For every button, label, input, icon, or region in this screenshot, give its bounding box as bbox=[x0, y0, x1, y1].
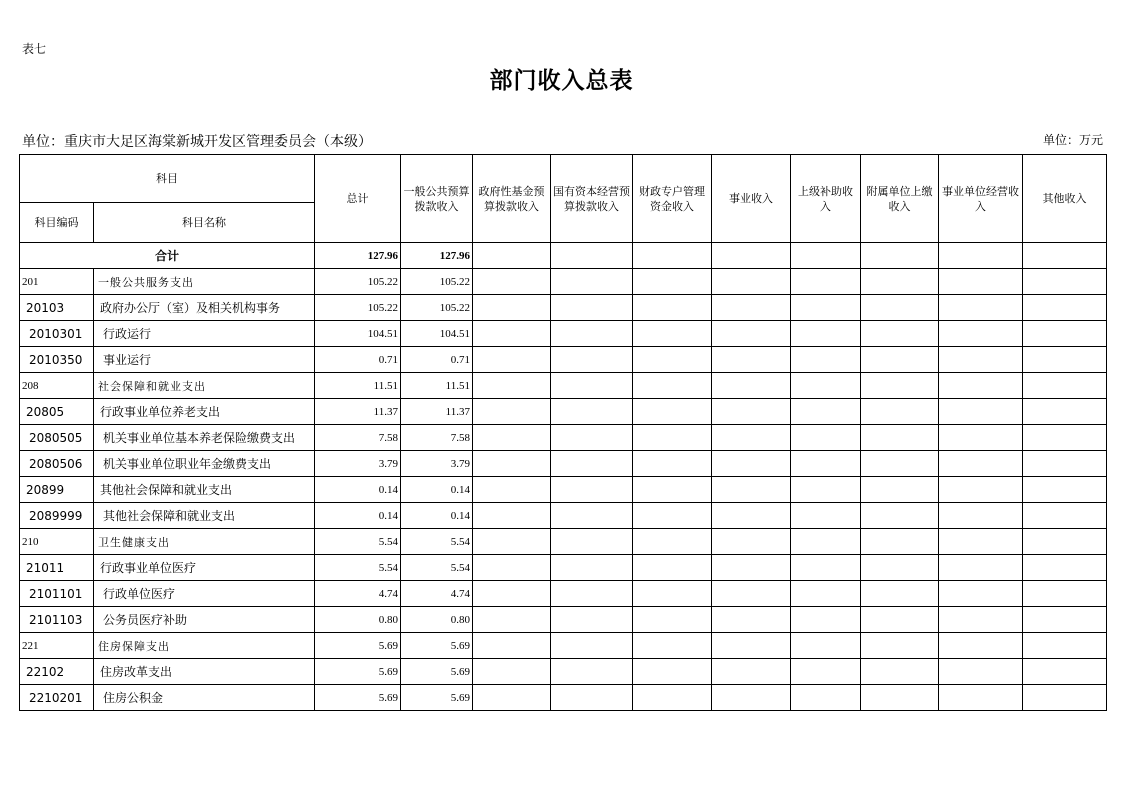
row-general-budget: 5.69 bbox=[401, 685, 473, 711]
empty-cell bbox=[473, 477, 551, 503]
empty-cell bbox=[712, 295, 791, 321]
total-general-budget: 127.96 bbox=[401, 243, 473, 269]
row-total: 3.79 bbox=[315, 451, 401, 477]
subject-code: 2101101 bbox=[20, 581, 94, 607]
empty-cell bbox=[551, 399, 633, 425]
row-general-budget: 11.51 bbox=[401, 373, 473, 399]
subject-name: 行政运行 bbox=[94, 321, 315, 347]
empty-cell bbox=[1023, 425, 1107, 451]
subject-name: 机关事业单位职业年金缴费支出 bbox=[94, 451, 315, 477]
header-col-total: 总计 bbox=[315, 155, 401, 243]
empty-cell bbox=[939, 321, 1023, 347]
empty-cell bbox=[861, 503, 939, 529]
empty-cell bbox=[939, 399, 1023, 425]
subject-name: 其他社会保障和就业支出 bbox=[94, 477, 315, 503]
header-col-operation-income: 事业单位经营收入 bbox=[939, 155, 1023, 243]
empty-cell bbox=[551, 347, 633, 373]
header-col-special-account: 财政专户管理资金收入 bbox=[633, 155, 712, 243]
empty-cell bbox=[633, 633, 712, 659]
table-row bbox=[20, 347, 1107, 373]
empty-cell bbox=[861, 581, 939, 607]
subject-name: 公务员医疗补助 bbox=[94, 607, 315, 633]
empty-cell bbox=[712, 269, 791, 295]
header-subject-name: 科目名称 bbox=[94, 203, 315, 243]
empty-cell bbox=[551, 503, 633, 529]
empty-cell bbox=[633, 321, 712, 347]
row-total: 11.51 bbox=[315, 373, 401, 399]
empty-cell bbox=[939, 269, 1023, 295]
empty-cell bbox=[551, 425, 633, 451]
empty-cell bbox=[939, 503, 1023, 529]
empty-cell bbox=[791, 685, 861, 711]
empty-cell bbox=[633, 685, 712, 711]
empty-cell bbox=[473, 399, 551, 425]
empty-cell bbox=[861, 633, 939, 659]
row-total: 7.58 bbox=[315, 425, 401, 451]
empty-cell bbox=[939, 633, 1023, 659]
row-total: 0.14 bbox=[315, 503, 401, 529]
row-general-budget: 5.54 bbox=[401, 555, 473, 581]
empty-cell bbox=[551, 373, 633, 399]
empty-cell bbox=[939, 295, 1023, 321]
row-total: 0.80 bbox=[315, 607, 401, 633]
table-row bbox=[20, 633, 1107, 659]
subject-name: 住房公积金 bbox=[94, 685, 315, 711]
empty-cell bbox=[633, 581, 712, 607]
table-row bbox=[20, 607, 1107, 633]
total-row bbox=[20, 243, 1107, 269]
empty-cell bbox=[1023, 321, 1107, 347]
header-col-other-income: 其他收入 bbox=[1023, 155, 1107, 243]
subject-name: 行政事业单位医疗 bbox=[94, 555, 315, 581]
row-total: 11.37 bbox=[315, 399, 401, 425]
empty-cell bbox=[712, 347, 791, 373]
unit-currency: 单位：万元 bbox=[1042, 133, 1103, 147]
row-general-budget: 0.71 bbox=[401, 347, 473, 373]
empty-cell bbox=[791, 581, 861, 607]
empty-cell bbox=[473, 373, 551, 399]
empty-cell bbox=[1023, 451, 1107, 477]
row-general-budget: 105.22 bbox=[401, 269, 473, 295]
empty-cell bbox=[473, 555, 551, 581]
subject-code: 210 bbox=[20, 529, 94, 555]
row-total: 0.14 bbox=[315, 477, 401, 503]
subject-code: 20899 bbox=[20, 477, 94, 503]
empty-cell bbox=[861, 529, 939, 555]
empty-cell bbox=[551, 607, 633, 633]
empty-cell bbox=[791, 321, 861, 347]
empty-cell bbox=[861, 659, 939, 685]
empty-cell bbox=[939, 347, 1023, 373]
subject-code: 2101103 bbox=[20, 607, 94, 633]
table-row bbox=[20, 399, 1107, 425]
subject-name: 卫生健康支出 bbox=[94, 529, 315, 555]
empty-cell bbox=[939, 451, 1023, 477]
subject-code: 2210201 bbox=[20, 685, 94, 711]
empty-cell bbox=[939, 555, 1023, 581]
subject-name: 社会保障和就业支出 bbox=[94, 373, 315, 399]
row-total: 5.54 bbox=[315, 555, 401, 581]
empty-cell bbox=[791, 503, 861, 529]
table-row bbox=[20, 425, 1107, 451]
empty-cell bbox=[551, 659, 633, 685]
row-total: 5.54 bbox=[315, 529, 401, 555]
table-row bbox=[20, 503, 1107, 529]
subject-code: 2010350 bbox=[20, 347, 94, 373]
empty-cell bbox=[712, 373, 791, 399]
empty-cell bbox=[473, 295, 551, 321]
header-col-state-capital: 国有资本经营预算拨款收入 bbox=[551, 155, 633, 243]
empty-cell bbox=[861, 399, 939, 425]
row-total: 105.22 bbox=[315, 295, 401, 321]
empty-cell bbox=[1023, 659, 1107, 685]
empty-cell bbox=[712, 685, 791, 711]
empty-cell bbox=[791, 269, 861, 295]
table-row bbox=[20, 685, 1107, 711]
subject-name: 住房保障支出 bbox=[94, 633, 315, 659]
empty-cell bbox=[633, 425, 712, 451]
empty-cell bbox=[712, 503, 791, 529]
empty-cell bbox=[791, 607, 861, 633]
empty-cell bbox=[473, 685, 551, 711]
subject-code: 2089999 bbox=[20, 503, 94, 529]
empty-cell bbox=[712, 477, 791, 503]
header-subject-code: 科目编码 bbox=[20, 203, 94, 243]
empty-cell bbox=[1023, 581, 1107, 607]
table-row bbox=[20, 373, 1107, 399]
empty-cell bbox=[1023, 555, 1107, 581]
empty-cell bbox=[861, 425, 939, 451]
empty-cell bbox=[861, 321, 939, 347]
empty-cell bbox=[791, 555, 861, 581]
empty-cell bbox=[1023, 295, 1107, 321]
row-total: 0.71 bbox=[315, 347, 401, 373]
row-general-budget: 0.80 bbox=[401, 607, 473, 633]
empty-cell bbox=[939, 659, 1023, 685]
empty-cell bbox=[551, 451, 633, 477]
empty-cell bbox=[861, 555, 939, 581]
subject-code: 201 bbox=[20, 269, 94, 295]
row-general-budget: 0.14 bbox=[401, 477, 473, 503]
empty-cell bbox=[861, 269, 939, 295]
empty-cell bbox=[712, 633, 791, 659]
row-general-budget: 5.69 bbox=[401, 633, 473, 659]
empty-cell bbox=[633, 607, 712, 633]
empty-cell bbox=[473, 581, 551, 607]
subject-code: 221 bbox=[20, 633, 94, 659]
empty-cell bbox=[791, 399, 861, 425]
empty-cell bbox=[473, 269, 551, 295]
empty-cell bbox=[473, 529, 551, 555]
row-general-budget: 4.74 bbox=[401, 581, 473, 607]
subject-name: 住房改革支出 bbox=[94, 659, 315, 685]
empty-cell bbox=[791, 347, 861, 373]
subject-name: 事业运行 bbox=[94, 347, 315, 373]
subject-code: 22102 bbox=[20, 659, 94, 685]
page-title: 部门收入总表 bbox=[489, 67, 634, 94]
subject-code: 2080505 bbox=[20, 425, 94, 451]
empty-cell bbox=[551, 581, 633, 607]
empty-cell bbox=[473, 347, 551, 373]
header-subject: 科目 bbox=[20, 155, 315, 203]
header-col-general-budget: 一般公共预算拨款收入 bbox=[401, 155, 473, 243]
subject-name: 行政事业单位养老支出 bbox=[94, 399, 315, 425]
empty-cell bbox=[791, 451, 861, 477]
empty-cell bbox=[712, 581, 791, 607]
empty-cell bbox=[551, 321, 633, 347]
header-col-fund-budget: 政府性基金预算拨款收入 bbox=[473, 155, 551, 243]
row-total: 5.69 bbox=[315, 659, 401, 685]
empty-cell bbox=[473, 633, 551, 659]
empty-cell bbox=[939, 477, 1023, 503]
empty-cell bbox=[939, 581, 1023, 607]
row-general-budget: 105.22 bbox=[401, 295, 473, 321]
empty-cell bbox=[939, 685, 1023, 711]
row-total: 5.69 bbox=[315, 685, 401, 711]
empty-cell bbox=[712, 607, 791, 633]
empty-cell bbox=[633, 373, 712, 399]
empty-cell bbox=[861, 373, 939, 399]
empty-cell bbox=[861, 295, 939, 321]
empty-cell bbox=[861, 347, 939, 373]
empty-cell bbox=[551, 529, 633, 555]
empty-cell bbox=[791, 633, 861, 659]
row-general-budget: 0.14 bbox=[401, 503, 473, 529]
empty-cell bbox=[633, 555, 712, 581]
empty-cell bbox=[791, 373, 861, 399]
empty-cell bbox=[712, 399, 791, 425]
row-total: 4.74 bbox=[315, 581, 401, 607]
empty-cell bbox=[1023, 399, 1107, 425]
empty-cell bbox=[1023, 503, 1107, 529]
header-col-superior-subsidy: 上级补助收入 bbox=[791, 155, 861, 243]
empty-cell bbox=[551, 295, 633, 321]
empty-cell bbox=[633, 295, 712, 321]
row-total: 5.69 bbox=[315, 633, 401, 659]
header-col-affiliate-remit: 附属单位上缴收入 bbox=[861, 155, 939, 243]
empty-cell bbox=[473, 503, 551, 529]
empty-cell bbox=[1023, 373, 1107, 399]
subject-name: 行政单位医疗 bbox=[94, 581, 315, 607]
row-general-budget: 5.54 bbox=[401, 529, 473, 555]
subject-code: 208 bbox=[20, 373, 94, 399]
empty-cell bbox=[791, 477, 861, 503]
empty-cell bbox=[939, 425, 1023, 451]
empty-cell bbox=[712, 555, 791, 581]
row-total: 105.22 bbox=[315, 269, 401, 295]
empty-cell bbox=[473, 607, 551, 633]
empty-cell bbox=[473, 425, 551, 451]
empty-cell bbox=[473, 321, 551, 347]
subject-code: 20103 bbox=[20, 295, 94, 321]
empty-cell bbox=[473, 451, 551, 477]
row-general-budget: 104.51 bbox=[401, 321, 473, 347]
empty-cell bbox=[551, 477, 633, 503]
empty-cell bbox=[791, 295, 861, 321]
empty-cell bbox=[633, 659, 712, 685]
empty-cell bbox=[712, 659, 791, 685]
table-row bbox=[20, 555, 1107, 581]
empty-cell bbox=[861, 477, 939, 503]
empty-cell bbox=[861, 685, 939, 711]
empty-cell bbox=[939, 607, 1023, 633]
empty-cell bbox=[791, 659, 861, 685]
subject-code: 21011 bbox=[20, 555, 94, 581]
empty-cell bbox=[1023, 607, 1107, 633]
empty-cell bbox=[633, 269, 712, 295]
empty-cell bbox=[861, 451, 939, 477]
empty-cell bbox=[861, 607, 939, 633]
table-number: 表七 bbox=[22, 42, 47, 56]
empty-cell bbox=[712, 529, 791, 555]
subject-name: 一般公共服务支出 bbox=[94, 269, 315, 295]
table-row bbox=[20, 529, 1107, 555]
table-row bbox=[20, 581, 1107, 607]
empty-cell bbox=[633, 347, 712, 373]
empty-cell bbox=[633, 529, 712, 555]
empty-cell bbox=[1023, 269, 1107, 295]
table-row bbox=[20, 321, 1107, 347]
subject-name: 机关事业单位基本养老保险缴费支出 bbox=[94, 425, 315, 451]
empty-cell bbox=[1023, 529, 1107, 555]
empty-cell bbox=[551, 555, 633, 581]
empty-cell bbox=[633, 477, 712, 503]
table-row bbox=[20, 477, 1107, 503]
empty-cell bbox=[633, 451, 712, 477]
empty-cell bbox=[712, 425, 791, 451]
row-total: 104.51 bbox=[315, 321, 401, 347]
row-general-budget: 11.37 bbox=[401, 399, 473, 425]
subject-code: 20805 bbox=[20, 399, 94, 425]
empty-cell bbox=[939, 373, 1023, 399]
row-general-budget: 7.58 bbox=[401, 425, 473, 451]
empty-cell bbox=[633, 503, 712, 529]
empty-cell bbox=[791, 529, 861, 555]
empty-cell bbox=[1023, 685, 1107, 711]
subject-code: 2080506 bbox=[20, 451, 94, 477]
income-table bbox=[19, 154, 1107, 711]
empty-cell bbox=[791, 425, 861, 451]
empty-cell bbox=[1023, 347, 1107, 373]
empty-cell bbox=[1023, 633, 1107, 659]
empty-cell bbox=[712, 451, 791, 477]
total-label: 合计 bbox=[20, 243, 315, 269]
table-row bbox=[20, 269, 1107, 295]
row-general-budget: 5.69 bbox=[401, 659, 473, 685]
empty-cell bbox=[939, 529, 1023, 555]
empty-cell bbox=[551, 685, 633, 711]
row-general-budget: 3.79 bbox=[401, 451, 473, 477]
subject-name: 其他社会保障和就业支出 bbox=[94, 503, 315, 529]
table-row bbox=[20, 659, 1107, 685]
subject-name: 政府办公厅（室）及相关机构事务 bbox=[94, 295, 315, 321]
empty-cell bbox=[1023, 477, 1107, 503]
empty-cell bbox=[712, 321, 791, 347]
table-row bbox=[20, 295, 1107, 321]
subject-code: 2010301 bbox=[20, 321, 94, 347]
empty-cell bbox=[551, 269, 633, 295]
total-value: 127.96 bbox=[315, 243, 401, 269]
empty-cell bbox=[633, 399, 712, 425]
header-col-business-income: 事业收入 bbox=[712, 155, 791, 243]
empty-cell bbox=[473, 659, 551, 685]
unit-organization: 单位：重庆市大足区海棠新城开发区管理委员会（本级） bbox=[22, 134, 372, 150]
empty-cell bbox=[551, 633, 633, 659]
table-row bbox=[20, 451, 1107, 477]
